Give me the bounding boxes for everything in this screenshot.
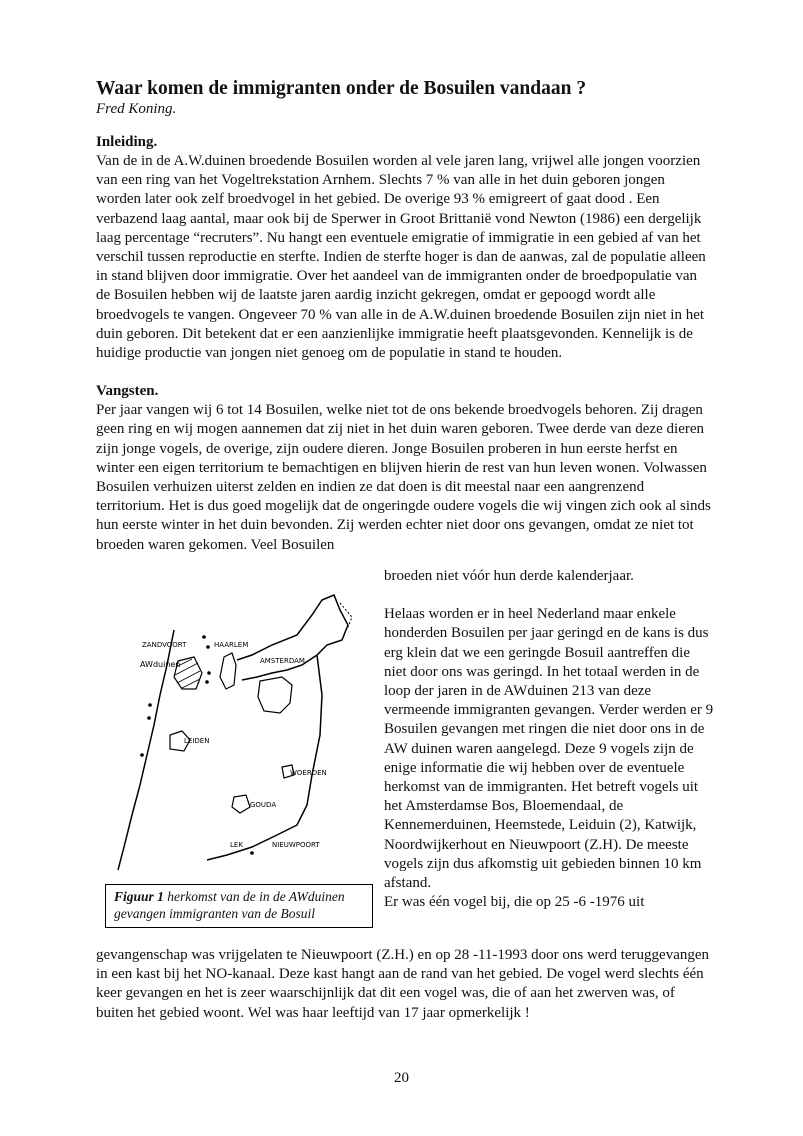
ring-location-dot [250,851,254,855]
ring-location-dot [202,635,206,639]
label-awduinen: AWduinen [140,660,181,669]
label-leiden: LEIDEN [184,737,210,745]
section-heading-intro: Inleiding. [96,134,158,150]
section-catches [96,382,712,555]
catches-bottom: gevangenschap was vrijgelaten te Nieuwpoort (Z.H.) en op 28 -11-1993 door ons werd teruggevangen in een kast bij het NO-kanaal. Deze kast hangt aan de rand van het gebied. De vogel werd slechts één keer gevangen en het is zeer waarschijnlijk dat dit een vogel was, die of aan het zwerven was, of buiten het gebied woont. Wel was haar leeftijd van 17 jaar opmerkelijk ! [96,947,710,1021]
section-intro [96,133,712,363]
section-heading-catches: Vangsten. [96,383,159,400]
label-woerden: WOERDEN [290,769,327,777]
catches-right-2: Helaas worden er in heel Nederland maar enkele honderden Bosuilen per jaar geringd en de kans is dus erg klein dat we een geringde Bosuil aantreffen die niet door ons was geringd. In het totaal werden in de loop der jaren in de AWduinen 213 van deze vermeende immigranten gevangen. Verder werden er 9 Bosuilen gevangen met ringen die niet door ons in de AW duinen waren aangelegd. Deze 9 vogels zijn de enige informatie die wij hebben over de eventuele herkomst van de immigranten. Het betreft vogels uit het Amsterdamse Bos, Bloemendaal, de Kennemerduinen, Heemstede, Leiduin (2), Katwijk, Noordwijkerhout en Nieuwpoort (Z.H). De meeste vogels zijn dus afkomstig uit gebieden binnen 10 km afstand. [384,606,714,892]
label-nieuwpoort: NIEUWPOORT [272,841,320,849]
figure-caption-text: herkomst van de in de AWduinen gevangen immigranten van de Bosuil [114,889,345,921]
page-number: 20 [394,1070,409,1086]
catches-right-1: broeden niet vóór hun derde kalenderjaar. [384,568,634,584]
figure-caption [105,884,373,928]
ring-location-dot [207,671,211,675]
ring-location-dot [147,716,151,720]
article-title: Waar komen de immigranten onder de Bosuilen vandaan ? [96,78,587,99]
label-gouda: GOUDA [250,801,277,809]
amsterdam-outline [258,677,292,713]
intro-paragraph: Van de in de A.W.duinen broedende Bosuilen worden al vele jaren lang, vrijwel alle jongen voorzien van een ring van het Vogeltrekstation Arnhem. Slechts 7 % van alle in het duin geboren jongen worden later ook zelf broedvogel in het gebied. De overige 93 % emigreert of gaat dood . Een verbazend laag aantal, maar ook bij de Sperwer in Groot Brittanië vond Newton (1986) een dergelijk laag percentage “recruters”. Nu hangt een eventuele emigratie of immigratie in een gebied af van het verschil tussen reproductie en sterfte. Indien de sterfte hoger is dan de aanwas, zal de populatie alleen in stand blijven door immigratie. Over het aandeel van de immigranten onder de broedpopulatie van de Bosuilen hebben wij de laatste jaren aardig inzicht gekregen, omdat er gepoogd wordt alle broedvogels te vangen. Ongeveer 70 % van alle in de A.W.duinen broedende Bosuilen zijn niet in het duin geboren. Dit betekent dat er een aanzienlijke immigratie heeft plaatsgevonden. Kennelijk is de huidige productie van jongen niet genoeg om de populatie in stand te houden. [96,153,706,362]
ring-location-dot [140,753,144,757]
ring-location-dot [205,680,209,684]
article [96,78,712,555]
ijsselmeer-outline [237,595,348,680]
figure-caption-label: Figuur 1 [114,889,164,904]
ring-location-dot [148,703,152,707]
origin-map [112,585,372,875]
label-lek: LEK [230,841,243,849]
catches-paragraph-full: Per jaar vangen wij 6 tot 14 Bosuilen, welke niet tot de ons bekende broedvogels behoren. Zij dragen geen ring en wij mogen aannemen dat zij niet in het duin waren geboren. Twee derde van deze dieren zijn jonge vogels, de overige, zijn oudere dieren. Jonge Bosuilen proberen in hun eerste herfst en winter een eigen territorium te bemachtigen en blijven hierin de rest van hun leven wonen. Volwassen Bosuilen verhuizen uiterst zelden en indien ze dat doen is dit meestal naar een aangrenzend territorium. Het is dus goed mogelijk dat de ongeringde oudere vogels die wij vingen zich ook al sinds hun eerste winter in het duin bevonden. Zij werden echter niet door ons gevangen, omdat ze niet tot broeden waren gekomen. Veel Bosuilen [96,402,711,553]
haarlem-lake [220,653,236,689]
bottom-text [96,946,712,1023]
ring-location-dot [206,645,210,649]
ijsselmeer-dashed [340,603,352,627]
catches-right-3: Er was één vogel bij, die op 25 -6 -1976 uit [384,894,645,911]
label-zandvoort: ZANDVOORT [142,641,187,649]
author: Fred Koning. [96,101,177,117]
label-haarlem: HAARLEM [214,641,249,649]
gouda-outline [232,795,250,813]
label-amsterdam: AMSTERDAM [260,657,305,665]
right-column [384,567,714,912]
